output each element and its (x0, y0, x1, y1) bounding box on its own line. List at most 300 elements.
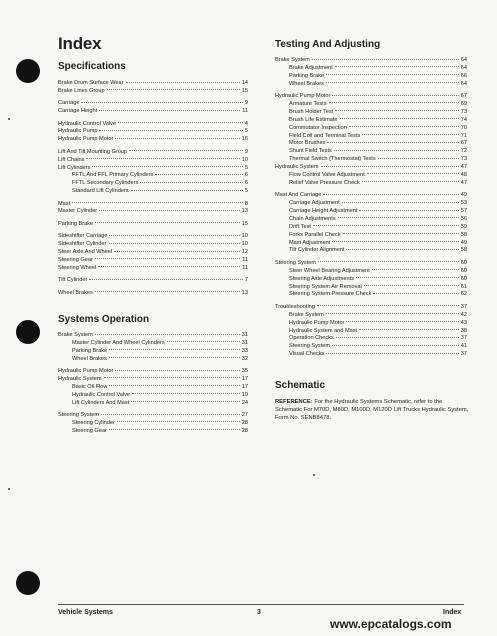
dot-leader (312, 59, 459, 60)
entry-page-number: 9 (244, 100, 248, 107)
section-heading-specifications: Specifications (58, 61, 126, 72)
dot-leader (99, 210, 240, 211)
dot-leader (89, 279, 243, 280)
systems-operation-entries (58, 332, 248, 436)
dot-leader (109, 357, 240, 358)
index-entry (58, 241, 248, 249)
dot-leader (346, 321, 458, 322)
index-entry (275, 148, 467, 156)
dot-leader (317, 305, 459, 306)
index-entry (58, 221, 248, 229)
dot-leader (104, 377, 240, 378)
dot-leader (167, 341, 240, 342)
entry-label: Sideshifter Cylinder (58, 241, 107, 248)
dot-leader (109, 385, 239, 386)
index-entry (58, 172, 248, 180)
binder-hole-bottom (16, 571, 40, 595)
dot-leader (335, 66, 459, 67)
dot-leader (326, 82, 459, 83)
entry-label: Sideshifter Carriage (58, 233, 108, 240)
dot-leader (342, 202, 459, 203)
index-entry (275, 156, 467, 164)
entry-label: Carriage Adjustment (289, 200, 340, 207)
entry-label: FFTL Secondary Cylinders (72, 180, 139, 187)
dot-leader (326, 353, 458, 354)
dot-leader (326, 74, 459, 75)
scan-speck (8, 488, 10, 490)
dot-leader (131, 190, 243, 191)
entry-page-number: 4 (244, 120, 248, 127)
dot-leader (378, 158, 459, 159)
entry-label: Steer Wheel Bearing Adjustment (289, 267, 370, 274)
entry-page-number: 35 (241, 368, 248, 375)
entry-label: Standard Lift Cylinders (72, 188, 129, 195)
index-entry (275, 133, 467, 141)
dot-leader (335, 110, 458, 111)
dot-leader (327, 142, 458, 143)
entry-label: Basic Oil Flow (72, 383, 108, 390)
index-entry (275, 180, 467, 188)
scan-speck (313, 474, 315, 476)
page-title: Index (58, 34, 102, 53)
index-entry (58, 121, 248, 129)
dot-leader (140, 182, 243, 183)
entry-page-number: 9 (244, 148, 248, 155)
index-entry (275, 73, 467, 81)
index-entry (275, 192, 467, 200)
index-entry (275, 93, 467, 101)
index-entry (275, 81, 467, 89)
entry-page-number: 14 (241, 80, 248, 86)
entry-label: Hydraulic Control Valve (58, 120, 117, 127)
index-entry (58, 332, 248, 340)
entry-page-number: 12 (241, 249, 248, 256)
dot-leader (356, 277, 459, 278)
entry-page-number: 58 (460, 247, 467, 254)
index-entry (275, 304, 467, 312)
specifications-entries (58, 80, 248, 297)
index-entry (58, 157, 248, 165)
entry-page-number: 72 (460, 148, 467, 155)
binder-hole-middle (16, 320, 40, 344)
entry-page-number: 64 (460, 64, 467, 71)
index-entry (58, 265, 248, 273)
index-entry (275, 224, 467, 232)
index-entry (275, 101, 467, 109)
dot-leader (343, 233, 459, 234)
dot-leader (109, 235, 239, 236)
dot-leader (364, 285, 459, 286)
scan-speck (8, 118, 10, 120)
entry-page-number: 67 (460, 93, 467, 100)
entry-label: Mast Adjustment (289, 239, 331, 246)
dot-leader (321, 166, 459, 167)
entry-page-number: 15 (241, 87, 248, 94)
entry-page-number: 59 (460, 223, 467, 230)
entry-page-number: 13 (241, 208, 248, 215)
footer-index-label: Index (443, 609, 462, 616)
index-entry (58, 108, 248, 116)
entry-page-number: 60 (460, 267, 467, 274)
index-entry (275, 57, 467, 65)
dot-leader (362, 134, 458, 135)
entry-label: Steering Gear (58, 256, 93, 263)
entry-label: Flow Control Valve Adjustment (289, 171, 365, 178)
entry-page-number: 5 (244, 164, 248, 171)
dot-leader (367, 173, 459, 174)
dot-leader (129, 150, 243, 151)
entry-page-number: 5 (244, 128, 248, 135)
dot-leader (329, 102, 459, 103)
index-entry (58, 88, 248, 96)
index-entry (58, 80, 248, 88)
entry-page-number: 11 (242, 108, 248, 115)
entry-label: Chain Adjustments (289, 215, 336, 222)
index-entry (275, 351, 467, 359)
dot-leader (349, 126, 459, 127)
index-entry (58, 420, 248, 428)
entry-page-number: 60 (460, 275, 467, 282)
entry-page-number: 28 (241, 419, 248, 426)
dot-leader (126, 82, 240, 83)
entry-page-number: 8 (244, 200, 248, 207)
entry-label: Forks Parallel Check (289, 231, 341, 238)
index-entry (275, 208, 467, 216)
index-entry (275, 260, 467, 268)
entry-label: Carriage Height Adjustment (289, 208, 358, 215)
entry-label: Operation Checks (289, 335, 334, 342)
index-entry (58, 376, 248, 384)
index-entry (58, 128, 248, 136)
entry-label: Lift Cylinders And Mast (72, 399, 130, 406)
entry-page-number: 74 (460, 116, 467, 123)
dot-leader (334, 150, 459, 151)
dot-leader (332, 241, 458, 242)
dot-leader (359, 329, 459, 330)
entry-page-number: 17 (241, 383, 248, 390)
dot-leader (114, 251, 240, 252)
entry-page-number: 33 (241, 347, 248, 354)
dot-leader (318, 261, 459, 262)
reference-text: For the Hydraulic Systems Schematic, refer to the Schematic For M70D, M80D, M100D, M120D Lift Trucks Hydraulic System, Form No. SENB8478. (275, 399, 469, 421)
index-entry (58, 384, 248, 392)
index-entry (58, 136, 248, 144)
entry-label: Armature Tests (289, 100, 327, 107)
entry-page-number: 15 (241, 220, 248, 227)
entry-label: FFTL And FFL Primary Cylinders (72, 172, 154, 179)
entry-label: Lift And Tilt Mounting Group (58, 148, 128, 155)
entry-page-number: 49 (460, 239, 467, 246)
entry-label: Hydraulic Pump Motor (58, 368, 114, 375)
section-heading-systems-operation: Systems Operation (58, 314, 150, 325)
index-entry (275, 276, 467, 284)
dot-leader (117, 421, 240, 422)
dot-leader (109, 243, 240, 244)
index-entry (58, 249, 248, 257)
dot-leader (95, 258, 240, 259)
entry-page-number: 10 (241, 156, 248, 163)
entry-page-number: 48 (460, 171, 467, 178)
dot-leader (81, 102, 242, 103)
dot-leader (109, 429, 240, 430)
entry-label: Steer Axle And Wheel (58, 249, 113, 256)
dot-leader (313, 225, 459, 226)
binder-hole-top (16, 59, 40, 83)
entry-page-number: 47 (460, 179, 467, 186)
entry-label: Lift Cylinders (58, 164, 91, 171)
dot-leader (99, 130, 242, 131)
entry-page-number: 32 (241, 355, 248, 362)
entry-label: Parking Brake (289, 72, 325, 79)
dot-leader (332, 345, 459, 346)
entry-page-number: 38 (460, 327, 467, 334)
index-entry (275, 117, 467, 125)
dot-leader (362, 181, 459, 182)
entry-label: Motor Brushes (289, 140, 326, 147)
entry-page-number: 73 (460, 156, 467, 163)
dot-leader (323, 194, 458, 195)
entry-page-number: 43 (460, 319, 467, 326)
entry-page-number: 49 (460, 192, 467, 199)
index-entry (58, 188, 248, 196)
footer-rule (58, 604, 464, 605)
entry-page-number: 62 (460, 291, 467, 298)
entry-label: Steering Axle Adjustments (289, 275, 354, 282)
entry-label: Hydraulic Pump Motor (58, 136, 114, 143)
entry-label: Carriage Height (58, 108, 98, 115)
entry-page-number: 64 (460, 80, 467, 87)
dot-leader (109, 349, 240, 350)
entry-label: Wheel Brakes (72, 355, 107, 362)
index-entry (58, 208, 248, 216)
entry-label: Mast And Carriage (275, 192, 322, 199)
dot-leader (95, 334, 240, 335)
index-entry (58, 257, 248, 265)
entry-label: Brake System (58, 332, 93, 338)
entry-page-number: 61 (460, 283, 467, 290)
entry-label: Master Cylinder (58, 208, 98, 215)
entry-page-number: 11 (242, 256, 248, 263)
index-entry (275, 320, 467, 328)
entry-page-number: 31 (241, 339, 248, 346)
dot-leader (155, 174, 243, 175)
entry-label: Steering Cylinder (72, 419, 115, 426)
dot-leader (359, 210, 458, 211)
entry-page-number: 66 (460, 72, 467, 79)
entry-page-number: 28 (241, 427, 248, 434)
index-entry (275, 65, 467, 73)
index-entry (58, 392, 248, 400)
entry-page-number: 10 (241, 241, 248, 248)
index-entry (275, 335, 467, 343)
entry-label: Commutator Inspection (289, 124, 347, 131)
index-entry (58, 356, 248, 364)
entry-label: Steering System Pressure Check (289, 291, 372, 298)
section-heading-testing-and-adjusting: Testing And Adjusting (275, 39, 381, 50)
entry-page-number: 11 (242, 264, 248, 271)
index-entry (58, 340, 248, 348)
index-entry (58, 165, 248, 173)
dot-leader (346, 249, 458, 250)
entry-label: Lift Chains (58, 156, 85, 163)
index-entry (275, 312, 467, 320)
entry-label: Tilt Cylinder (58, 277, 88, 284)
entry-label: Steering Gear (72, 427, 107, 434)
entry-page-number: 17 (241, 375, 248, 382)
entry-label: Brake Lines Group (58, 87, 105, 94)
dot-leader (72, 202, 243, 203)
index-entry (58, 100, 248, 108)
entry-label: Brake System (289, 311, 324, 318)
index-entry (58, 428, 248, 436)
dot-leader (95, 291, 240, 292)
entry-label: Brake Adjustment (289, 64, 333, 71)
entry-page-number: 16 (241, 136, 248, 143)
dot-leader (340, 118, 459, 119)
entry-label: Wheel Brakes (58, 289, 93, 296)
entry-page-number: 37 (460, 351, 467, 358)
dot-leader (118, 122, 243, 123)
section-heading-schematic: Schematic (275, 380, 326, 391)
index-entry (58, 233, 248, 241)
entry-page-number: 19 (241, 391, 248, 398)
entry-label: Hydraulic Pump Motor (289, 319, 345, 326)
entry-label: Shunt Field Tests (289, 148, 332, 155)
entry-label: Hydraulic System (58, 375, 102, 382)
index-entry (275, 109, 467, 117)
entry-page-number: 56 (460, 215, 467, 222)
index-entry (275, 240, 467, 248)
entry-label: Field Coil and Terminal Tests (289, 132, 361, 139)
entry-label: Hydraulic Pump (58, 128, 98, 135)
dot-leader (373, 293, 458, 294)
entry-label: Steering Wheel (58, 264, 97, 271)
dot-leader (115, 370, 239, 371)
index-entry (58, 277, 248, 285)
dot-leader (372, 269, 459, 270)
index-entry (275, 291, 467, 299)
dot-leader (101, 414, 240, 415)
entry-label: Tilt Cylinder Alignment (289, 247, 345, 254)
index-entry (275, 328, 467, 336)
entry-page-number: 58 (460, 231, 467, 238)
entry-page-number: 70 (460, 124, 467, 131)
watermark: www.epcatalogs.com (330, 617, 452, 631)
entry-label: Mast (58, 200, 71, 207)
entry-page-number: 41 (460, 343, 467, 350)
entry-label: Steering System (289, 343, 331, 350)
footer-section-name: Vehicle Systems (58, 609, 113, 616)
entry-label: Wheel Brakes (289, 80, 324, 87)
index-entry (275, 140, 467, 148)
entry-label: Visual Checks (289, 351, 325, 358)
dot-leader (86, 158, 239, 159)
entry-page-number: 64 (460, 57, 467, 63)
entry-page-number: 73 (460, 108, 467, 115)
index-entry (275, 284, 467, 292)
index-entry (275, 164, 467, 172)
entry-page-number: 27 (241, 412, 248, 419)
schematic-reference (275, 398, 470, 422)
index-entry (275, 268, 467, 276)
entry-label: Parking Brake (72, 347, 108, 354)
dot-leader (326, 313, 459, 314)
entry-page-number: 10 (241, 233, 248, 240)
entry-label: Brush Life Estimate (289, 116, 338, 123)
index-entry (275, 343, 467, 351)
dot-leader (132, 393, 240, 394)
entry-page-number: 60 (460, 259, 467, 266)
reference-label: REFERENCE: (275, 399, 313, 405)
entry-label: Parking Brake (58, 220, 94, 227)
entry-label: Carriage (58, 100, 80, 107)
dot-leader (338, 217, 459, 218)
entry-label: Thermal Switch (Thermostat) Tests (289, 156, 376, 163)
dot-leader (98, 266, 240, 267)
entry-page-number: 71 (460, 132, 467, 139)
dot-leader (107, 89, 240, 90)
entry-label: Hydraulic Control Valve (72, 391, 131, 398)
entry-label: Steering System Air Removal (289, 283, 362, 290)
entry-label: Drift Test (289, 223, 311, 230)
entry-page-number: 24 (241, 399, 248, 406)
dot-leader (131, 401, 240, 402)
entry-label: Relief Valve Pressure Check (289, 179, 360, 186)
dot-leader (95, 222, 240, 223)
entry-label: Hydraulic System and Mast (289, 327, 358, 334)
entry-label: Brake Drum Surface Wear (58, 80, 124, 86)
index-entry (58, 412, 248, 420)
index-entry (58, 290, 248, 298)
index-entry (58, 368, 248, 376)
testing-and-adjusting-entries (275, 57, 467, 359)
entry-label: Steering System (275, 259, 317, 266)
dot-leader (336, 337, 459, 338)
entry-page-number: 13 (241, 289, 248, 296)
index-entry (275, 216, 467, 224)
entry-page-number: 67 (460, 140, 467, 147)
index-entry (58, 180, 248, 188)
entry-label: Hydraulic System (275, 164, 319, 171)
entry-label: Troubleshooting (275, 303, 315, 310)
entry-page-number: 5 (244, 188, 248, 195)
entry-label: Steering System (58, 412, 100, 419)
index-entry (275, 232, 467, 240)
dot-leader (332, 95, 458, 96)
entry-page-number: 69 (460, 100, 467, 107)
entry-page-number: 53 (460, 200, 467, 207)
index-entry (58, 149, 248, 157)
entry-page-number: 37 (460, 303, 467, 310)
entry-page-number: 47 (460, 164, 467, 171)
index-entry (58, 400, 248, 408)
entry-label: Hydraulic Pump Motor (275, 93, 331, 100)
index-entry (58, 201, 248, 209)
entry-page-number: 42 (460, 311, 467, 318)
index-entry (275, 172, 467, 180)
entry-page-number: 57 (460, 208, 467, 215)
index-entry (275, 247, 467, 255)
entry-page-number: 7 (244, 277, 248, 284)
index-entry (275, 125, 467, 133)
entry-page-number: 6 (244, 172, 248, 179)
entry-page-number: 6 (244, 180, 248, 187)
dot-leader (99, 110, 240, 111)
index-entry (58, 348, 248, 356)
footer-page-number: 3 (257, 609, 261, 616)
entry-label: Brush Holder Test (289, 108, 334, 115)
index-entry (275, 200, 467, 208)
